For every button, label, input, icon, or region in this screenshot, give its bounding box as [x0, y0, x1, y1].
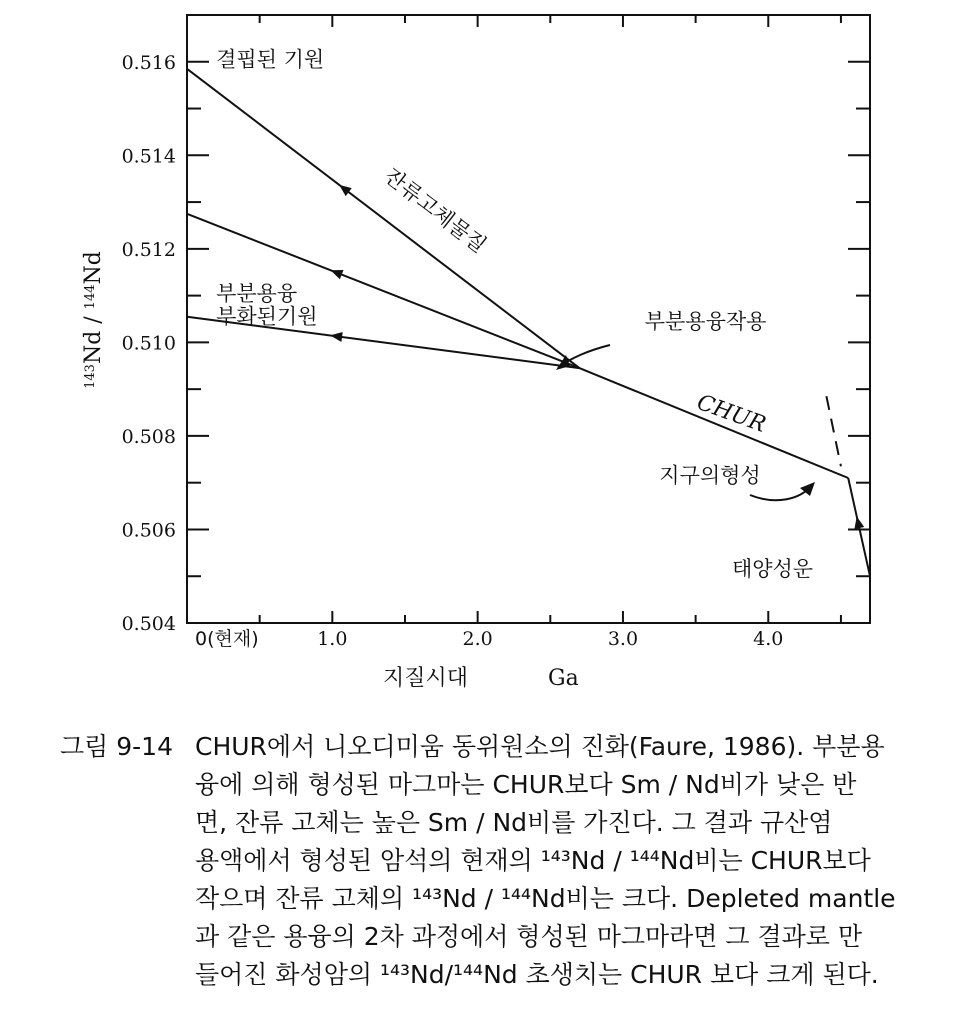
annotation-label: CHUR: [693, 390, 769, 438]
dashed-line: [826, 396, 841, 466]
x-axis-unit: Ga: [548, 666, 579, 691]
annotations: [216, 47, 813, 581]
caption-line: 면, 잔류 고체는 높은 Sm / Nd비를 가진다. 그 결과 규산염: [195, 808, 833, 837]
direction-arrows: [330, 185, 864, 529]
arrowhead: [854, 516, 864, 529]
annotation-label: 부화된기원: [216, 304, 318, 329]
y-tick-label: 0.514: [121, 145, 176, 168]
y-tick-label: 0.506: [121, 519, 176, 542]
caption-line: 용액에서 형성된 암석의 현재의 ¹⁴³Nd / ¹⁴⁴Nd비는 CHUR보다: [195, 846, 871, 875]
y-tick-label: 0.508: [121, 425, 176, 448]
callout-arrowhead: [556, 355, 570, 370]
figure-caption: [60, 728, 940, 994]
arrowhead: [331, 270, 344, 279]
caption-line: 과 같은 용융의 2차 과정에서 형성된 마그마라면 그 결과로 만: [195, 922, 863, 951]
x-tick-labels: [195, 628, 783, 650]
chur-line: [579, 368, 848, 478]
caption-line: CHUR에서 니오디미움 동위원소의 진화(Faure, 1986). 부분용: [195, 732, 885, 761]
y-axis-label: $^{143}$Nd / $^{144}$Nd: [81, 251, 106, 389]
x-tick-label: 1.0: [317, 628, 348, 650]
arrowhead: [330, 332, 343, 342]
annotation-label: 잔류고체물질: [380, 163, 491, 258]
x-tick-label: 3.0: [607, 628, 639, 650]
x-tick-label: 0(현재): [195, 628, 259, 650]
annotation-label: 태양성운: [731, 557, 814, 582]
x-tick-label: 2.0: [462, 628, 493, 650]
annotation-label: 부분용융작용: [644, 309, 767, 334]
y-tick-label: 0.510: [121, 332, 176, 355]
x-tick-label: 4.0: [753, 628, 784, 650]
annotation-label: 부분용융: [216, 281, 298, 306]
caption-line: 작으며 잔류 고체의 ¹⁴³Nd / ¹⁴⁴Nd비는 크다. Depleted mantle: [195, 884, 896, 913]
y-tick-labels: [122, 52, 176, 635]
caption-line: 들어진 화성암의 ¹⁴³Nd/¹⁴⁴Nd 초생치는 CHUR 보다 크게 된다.: [195, 960, 879, 989]
arrowhead: [339, 185, 352, 196]
y-tick-label: 0.504: [121, 613, 176, 635]
caption-line: 융에 의해 형성된 마그마는 CHUR보다 Sm / Nd비가 낮은 반: [195, 770, 857, 799]
caption-text: [195, 728, 940, 994]
x-axis-label: 지질시대: [383, 666, 469, 691]
figure-number: 그림 9-14: [60, 732, 173, 761]
annotation-label: 결핍된 기원: [216, 47, 325, 72]
y-tick-label: 0.512: [121, 238, 176, 261]
y-tick-label: 0.516: [121, 51, 176, 74]
annotation-label: 지구의형성: [659, 463, 761, 488]
